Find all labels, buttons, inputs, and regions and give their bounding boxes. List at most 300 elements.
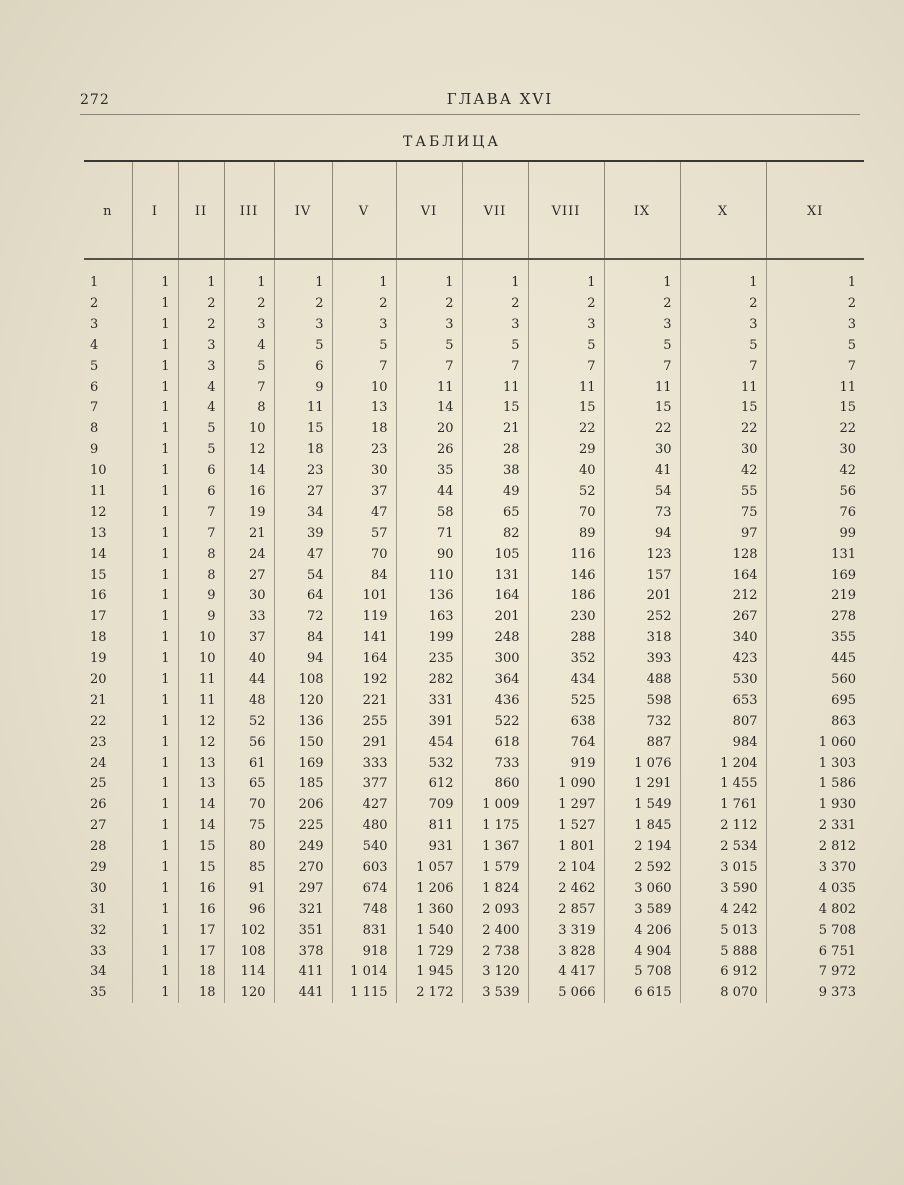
value-cell: 318 [604, 627, 680, 648]
value-cell: 4 [224, 335, 274, 356]
value-cell: 30 [224, 585, 274, 606]
table-row [84, 439, 864, 460]
value-cell: 2 [396, 293, 462, 314]
value-cell: 11 [839, 379, 856, 395]
value-cell: 984 [680, 732, 766, 753]
value-cell: 123 [604, 544, 680, 565]
table-row [84, 815, 864, 836]
value-cell: 1 [132, 439, 178, 460]
value-cell: 91 [224, 878, 274, 899]
value-cell: 10 [178, 627, 224, 648]
value-cell: 1 [132, 356, 178, 377]
value-cell: 82 [462, 523, 528, 544]
value-cell: 17 [178, 941, 224, 962]
value-cell: 288 [528, 627, 604, 648]
value-cell: 15 [528, 397, 604, 418]
value-cell: 1 [132, 293, 178, 314]
value-cell: 3 120 [462, 962, 528, 983]
value-cell: 8 [178, 544, 224, 565]
value-cell: 212 [680, 585, 766, 606]
table-row [84, 794, 864, 815]
value-cell: 7 [178, 502, 224, 523]
value-cell: 618 [462, 732, 528, 753]
table-row [84, 690, 864, 711]
value-cell: 1 845 [604, 815, 680, 836]
value-cell: 612 [396, 773, 462, 794]
value-cell: 99 [839, 525, 856, 541]
value-cell: 3 [462, 314, 528, 335]
value-cell: 6 [178, 460, 224, 481]
value-cell: 7 [224, 377, 274, 398]
value-cell: 185 [274, 773, 332, 794]
value-cell: 2 857 [528, 899, 604, 920]
value-cell: 441 [274, 982, 332, 1003]
value-cell: 11 [178, 690, 224, 711]
value-cell: 1 729 [396, 941, 462, 962]
value-cell: 2 194 [604, 836, 680, 857]
column-header-vi: VI [396, 162, 462, 260]
value-cell: 2 [178, 314, 224, 335]
value-cell: 919 [528, 753, 604, 774]
value-cell: 1 [132, 460, 178, 481]
value-cell: 37 [332, 481, 396, 502]
value-cell: 76 [839, 504, 856, 520]
value-cell: 19 [224, 502, 274, 523]
row-index-cell: 19 [84, 648, 132, 669]
table-row [84, 585, 864, 606]
value-cell: 1 [178, 260, 224, 293]
value-cell: 116 [528, 544, 604, 565]
value-cell: 5 888 [680, 941, 766, 962]
value-cell: 1 801 [528, 836, 604, 857]
value-cell: 201 [462, 606, 528, 627]
row-index-cell: 20 [84, 669, 132, 690]
value-cell: 1 586 [818, 776, 856, 792]
value-cell: 15 [680, 397, 766, 418]
value-cell: 1 291 [604, 773, 680, 794]
value-cell: 2 738 [462, 941, 528, 962]
value-cell: 270 [274, 857, 332, 878]
value-cell: 248 [462, 627, 528, 648]
value-cell: 12 [178, 732, 224, 753]
value-cell: 674 [332, 878, 396, 899]
value-cell: 7 [680, 356, 766, 377]
value-cell: 3 319 [528, 920, 604, 941]
value-cell: 364 [462, 669, 528, 690]
value-cell: 3 [396, 314, 462, 335]
column-header-n: n [84, 162, 132, 260]
value-cell: 5 [604, 335, 680, 356]
value-cell: 27 [224, 565, 274, 586]
value-cell: 3 590 [680, 878, 766, 899]
value-cell: 391 [396, 711, 462, 732]
value-cell: 2 [604, 293, 680, 314]
value-cell: 732 [604, 711, 680, 732]
value-cell: 1 [132, 523, 178, 544]
value-cell: 291 [332, 732, 396, 753]
value-cell: 16 [178, 899, 224, 920]
value-cell: 436 [462, 690, 528, 711]
table-row [84, 627, 864, 648]
value-cell: 1 824 [462, 878, 528, 899]
value-cell: 96 [224, 899, 274, 920]
value-cell: 2 [680, 293, 766, 314]
value-cell: 863 [831, 713, 856, 729]
row-index-cell: 4 [84, 335, 132, 356]
value-cell: 393 [604, 648, 680, 669]
row-index-cell: 34 [84, 962, 132, 983]
value-cell: 5 [680, 335, 766, 356]
value-cell: 603 [332, 857, 396, 878]
table-row [84, 606, 864, 627]
row-index-cell: 12 [84, 502, 132, 523]
value-cell: 1 [132, 962, 178, 983]
value-cell: 150 [274, 732, 332, 753]
value-cell: 1 [132, 794, 178, 815]
value-cell: 2 534 [680, 836, 766, 857]
value-cell: 1 761 [680, 794, 766, 815]
value-cell: 5 [462, 335, 528, 356]
value-cell: 445 [831, 651, 856, 667]
value-cell: 1 [132, 669, 178, 690]
column-header-viii: VIII [528, 162, 604, 260]
value-cell: 30 [680, 439, 766, 460]
table-row [84, 356, 864, 377]
value-cell: 38 [462, 460, 528, 481]
value-cell: 887 [604, 732, 680, 753]
value-cell: 1 [274, 260, 332, 293]
row-index-cell: 28 [84, 836, 132, 857]
value-cell: 6 912 [680, 962, 766, 983]
value-cell: 85 [224, 857, 274, 878]
value-cell: 164 [332, 648, 396, 669]
value-cell: 14 [178, 794, 224, 815]
row-index-cell: 13 [84, 523, 132, 544]
value-cell: 321 [274, 899, 332, 920]
value-cell: 58 [396, 502, 462, 523]
table-row [84, 962, 864, 983]
row-index-cell: 29 [84, 857, 132, 878]
value-cell: 6 751 [818, 943, 856, 959]
table-row [84, 335, 864, 356]
value-cell: 1 [132, 481, 178, 502]
table-row [84, 941, 864, 962]
value-cell: 14 [224, 460, 274, 481]
value-cell: 1 540 [396, 920, 462, 941]
value-cell: 2 400 [462, 920, 528, 941]
value-cell: 252 [604, 606, 680, 627]
value-cell: 5 [332, 335, 396, 356]
value-cell: 2 812 [818, 839, 856, 855]
value-cell: 18 [274, 439, 332, 460]
value-cell: 65 [224, 773, 274, 794]
value-cell: 186 [528, 585, 604, 606]
value-cell: 1 [132, 585, 178, 606]
value-cell: 532 [396, 753, 462, 774]
value-cell: 1 057 [396, 857, 462, 878]
value-cell: 1 [132, 920, 178, 941]
value-cell: 1 [132, 377, 178, 398]
value-cell: 65 [462, 502, 528, 523]
value-cell: 11 [274, 397, 332, 418]
value-cell: 15 [839, 400, 856, 416]
value-cell: 3 828 [528, 941, 604, 962]
value-cell: 1 [132, 732, 178, 753]
row-index-cell: 35 [84, 982, 132, 1003]
value-cell: 6 615 [604, 982, 680, 1003]
value-cell: 5 [847, 337, 856, 353]
value-cell: 7 [396, 356, 462, 377]
value-cell: 16 [178, 878, 224, 899]
value-cell: 6 [178, 481, 224, 502]
table-row [84, 544, 864, 565]
value-cell: 1 549 [604, 794, 680, 815]
table-title: ТАБЛИЦА [403, 134, 501, 150]
value-cell: 64 [274, 585, 332, 606]
row-index-cell: 17 [84, 606, 132, 627]
value-cell: 2 462 [528, 878, 604, 899]
value-cell: 24 [224, 544, 274, 565]
value-cell: 13 [178, 753, 224, 774]
table-row [84, 857, 864, 878]
value-cell: 598 [604, 690, 680, 711]
value-cell: 21 [224, 523, 274, 544]
value-cell: 54 [604, 481, 680, 502]
value-cell: 89 [528, 523, 604, 544]
row-index-cell: 27 [84, 815, 132, 836]
value-cell: 235 [396, 648, 462, 669]
value-cell: 4 242 [680, 899, 766, 920]
value-cell: 764 [528, 732, 604, 753]
value-cell: 695 [831, 692, 856, 708]
value-cell: 1 115 [332, 982, 396, 1003]
column-header-vii: VII [462, 162, 528, 260]
value-cell: 1 009 [462, 794, 528, 815]
value-cell: 37 [224, 627, 274, 648]
value-cell: 70 [332, 544, 396, 565]
row-index-cell: 26 [84, 794, 132, 815]
table-row [84, 418, 864, 439]
row-index-cell: 21 [84, 690, 132, 711]
value-cell: 1 [132, 418, 178, 439]
value-cell: 1 455 [680, 773, 766, 794]
value-cell: 1 [132, 836, 178, 857]
value-cell: 14 [396, 397, 462, 418]
value-cell: 5 013 [680, 920, 766, 941]
table-header [84, 162, 864, 260]
value-cell: 3 [604, 314, 680, 335]
value-cell: 2 [332, 293, 396, 314]
value-cell: 1 945 [396, 962, 462, 983]
table-row [84, 753, 864, 774]
value-cell: 1 579 [462, 857, 528, 878]
value-cell: 434 [528, 669, 604, 690]
value-cell: 27 [274, 481, 332, 502]
value-cell: 23 [274, 460, 332, 481]
value-cell: 540 [332, 836, 396, 857]
value-cell: 267 [680, 606, 766, 627]
value-cell: 17 [178, 920, 224, 941]
value-cell: 5 [178, 439, 224, 460]
value-cell: 23 [332, 439, 396, 460]
value-cell: 6 [274, 356, 332, 377]
row-index-cell: 11 [84, 481, 132, 502]
value-cell: 3 [178, 335, 224, 356]
value-cell: 18 [178, 962, 224, 983]
row-index-cell: 10 [84, 460, 132, 481]
value-cell: 15 [178, 857, 224, 878]
value-cell: 2 [274, 293, 332, 314]
column-header-i: I [132, 162, 178, 260]
value-cell: 40 [528, 460, 604, 481]
value-cell: 7 [528, 356, 604, 377]
value-cell: 80 [224, 836, 274, 857]
value-cell: 560 [831, 671, 856, 687]
row-index-cell: 7 [84, 397, 132, 418]
value-cell: 52 [224, 711, 274, 732]
value-cell: 70 [224, 794, 274, 815]
value-cell: 1 [132, 648, 178, 669]
column-header-ii: II [178, 162, 224, 260]
value-cell: 1 [604, 260, 680, 293]
table-row [84, 565, 864, 586]
value-cell: 30 [332, 460, 396, 481]
value-cell: 12 [178, 711, 224, 732]
value-cell: 8 [178, 565, 224, 586]
table-row [84, 260, 864, 293]
value-cell: 522 [462, 711, 528, 732]
value-cell: 15 [462, 397, 528, 418]
value-cell: 72 [274, 606, 332, 627]
value-cell: 530 [680, 669, 766, 690]
value-cell: 136 [396, 585, 462, 606]
data-table [84, 162, 864, 1003]
value-cell: 1 [132, 397, 178, 418]
row-index-cell: 5 [84, 356, 132, 377]
value-cell: 114 [224, 962, 274, 983]
value-cell: 4 904 [604, 941, 680, 962]
value-cell: 30 [604, 439, 680, 460]
value-cell: 15 [604, 397, 680, 418]
value-cell: 108 [224, 941, 274, 962]
value-cell: 1 [462, 260, 528, 293]
value-cell: 1 175 [462, 815, 528, 836]
value-cell: 1 [132, 260, 178, 293]
value-cell: 3 [847, 316, 856, 332]
value-cell: 21 [462, 418, 528, 439]
value-cell: 7 972 [818, 964, 856, 980]
value-cell: 1 [224, 260, 274, 293]
value-cell: 5 [528, 335, 604, 356]
table-row [84, 773, 864, 794]
value-cell: 1 [132, 690, 178, 711]
value-cell: 10 [332, 377, 396, 398]
column-header-iii: III [224, 162, 274, 260]
value-cell: 146 [528, 565, 604, 586]
value-cell: 454 [396, 732, 462, 753]
value-cell: 1 [847, 275, 856, 290]
value-cell: 15 [178, 836, 224, 857]
value-cell: 378 [274, 941, 332, 962]
value-cell: 1 930 [818, 797, 856, 813]
value-cell: 1 [132, 502, 178, 523]
value-cell: 44 [396, 481, 462, 502]
value-cell: 3 589 [604, 899, 680, 920]
value-cell: 105 [462, 544, 528, 565]
value-cell: 1 303 [818, 755, 856, 771]
value-cell: 9 [178, 606, 224, 627]
value-cell: 56 [224, 732, 274, 753]
value-cell: 340 [680, 627, 766, 648]
value-cell: 427 [332, 794, 396, 815]
value-cell: 163 [396, 606, 462, 627]
value-cell: 1 [396, 260, 462, 293]
value-cell: 73 [604, 502, 680, 523]
value-cell: 4 417 [528, 962, 604, 983]
table-row [84, 669, 864, 690]
value-cell: 54 [274, 565, 332, 586]
value-cell: 20 [396, 418, 462, 439]
value-cell: 653 [680, 690, 766, 711]
value-cell: 13 [332, 397, 396, 418]
table-row [84, 523, 864, 544]
value-cell: 108 [274, 669, 332, 690]
header-rule [84, 258, 864, 260]
value-cell: 128 [680, 544, 766, 565]
row-index-cell: 33 [84, 941, 132, 962]
value-cell: 525 [528, 690, 604, 711]
value-cell: 352 [528, 648, 604, 669]
row-index-cell: 3 [84, 314, 132, 335]
table-row [84, 460, 864, 481]
value-cell: 22 [680, 418, 766, 439]
value-cell: 11 [604, 377, 680, 398]
value-cell: 1 [132, 606, 178, 627]
value-cell: 3 [224, 314, 274, 335]
row-index-cell: 32 [84, 920, 132, 941]
value-cell: 9 373 [818, 985, 856, 1001]
value-cell: 2 [847, 295, 856, 311]
value-cell: 1 [132, 544, 178, 565]
value-cell: 3 [332, 314, 396, 335]
value-cell: 5 [224, 356, 274, 377]
value-cell: 282 [396, 669, 462, 690]
value-cell: 201 [604, 585, 680, 606]
value-cell: 33 [224, 606, 274, 627]
value-cell: 2 331 [818, 818, 856, 834]
value-cell: 1 [132, 627, 178, 648]
column-header-iv: IV [274, 162, 332, 260]
column-header-x: X [680, 162, 766, 260]
value-cell: 22 [528, 418, 604, 439]
value-cell: 75 [224, 815, 274, 836]
value-cell: 4 206 [604, 920, 680, 941]
value-cell: 480 [332, 815, 396, 836]
value-cell: 1 090 [528, 773, 604, 794]
value-cell: 2 [528, 293, 604, 314]
value-cell: 1 360 [396, 899, 462, 920]
value-cell: 1 014 [332, 962, 396, 983]
row-index-cell: 6 [84, 377, 132, 398]
value-cell: 3 [680, 314, 766, 335]
page-header [80, 88, 860, 115]
column-header-xi: XI [807, 203, 824, 219]
value-cell: 10 [178, 648, 224, 669]
value-cell: 41 [604, 460, 680, 481]
value-cell: 84 [274, 627, 332, 648]
value-cell: 2 172 [396, 982, 462, 1003]
value-cell: 18 [332, 418, 396, 439]
